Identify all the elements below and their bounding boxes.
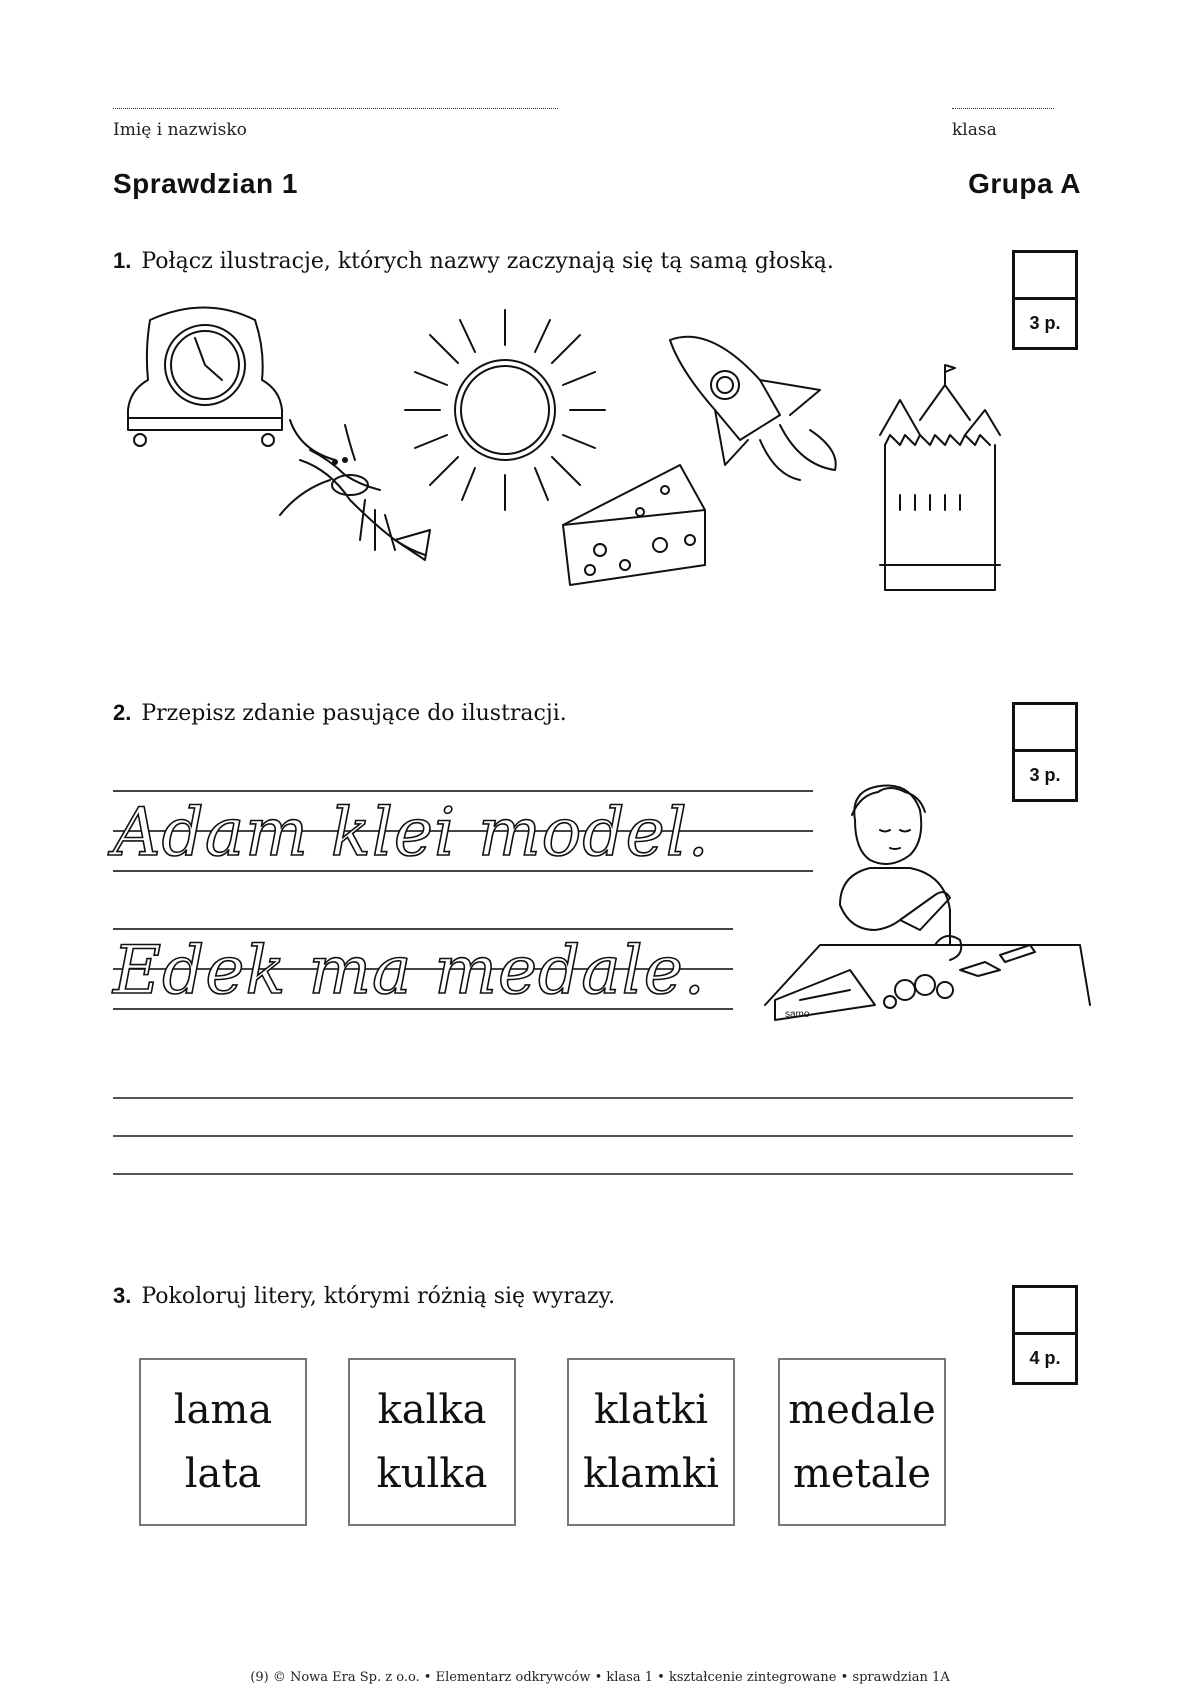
sun-icon[interactable] [405, 310, 605, 510]
writing-guide-line [113, 790, 813, 792]
task1-score-field[interactable] [1015, 253, 1075, 300]
crayfish-icon[interactable] [280, 420, 430, 560]
sentence-option-2[interactable]: Edek ma medale. [113, 932, 706, 1009]
answer-line-2[interactable] [113, 1135, 1073, 1137]
word-top[interactable]: medale [788, 1387, 936, 1433]
footer-copyright: (9) © Nowa Era Sp. z o.o. • Elementarz odkrywców • klasa 1 • kształcenie zintegrowane • sprawdzian 1A [250, 1670, 950, 1685]
word-bottom[interactable]: metale [793, 1451, 931, 1497]
group-label: Grupa A [968, 168, 1081, 199]
word-pair-box-1[interactable] [139, 1358, 307, 1526]
task3-score-field[interactable] [1015, 1288, 1075, 1335]
task1-number: 1. [113, 248, 132, 273]
model-box-label: samo [785, 1009, 810, 1020]
castle-icon[interactable] [880, 365, 1000, 590]
answer-line-3[interactable] [113, 1173, 1073, 1175]
word-bottom[interactable]: lata [184, 1451, 262, 1497]
task1-instruction [113, 248, 834, 274]
task1-text: Połącz ilustracje, których nazwy zaczynają się tą samą głoską. [141, 249, 834, 274]
task3-number: 3. [113, 1283, 132, 1308]
sentence-option-1[interactable]: Adam klei model. [113, 794, 710, 871]
rocket-icon[interactable] [670, 337, 836, 480]
task3-text: Pokoloruj litery, którymi różnią się wyrazy. [141, 1284, 616, 1309]
task2-score-field[interactable] [1015, 705, 1075, 752]
writing-guide-line [113, 928, 733, 930]
task2-text: Przepisz zdanie pasujące do ilustracji. [141, 701, 567, 726]
task2-instruction [113, 700, 567, 726]
task2-number: 2. [113, 700, 132, 725]
task1-illustrations [0, 300, 1200, 610]
word-bottom[interactable]: kulka [376, 1451, 488, 1497]
clock-icon[interactable] [128, 308, 282, 447]
word-pair-box-3[interactable] [567, 1358, 735, 1526]
class-label: klasa [952, 120, 997, 140]
word-top[interactable]: kalka [377, 1387, 487, 1433]
task3-points: 4 p. [1029, 1348, 1061, 1368]
word-bottom[interactable]: klamki [583, 1451, 719, 1497]
word-top[interactable]: klatki [594, 1387, 708, 1433]
task2-points: 3 p. [1029, 765, 1061, 785]
answer-line-1[interactable] [113, 1097, 1073, 1099]
boy-gluing-model-icon [760, 780, 1100, 1040]
cheese-icon[interactable] [563, 465, 705, 585]
name-dotted-line[interactable] [113, 108, 558, 109]
word-pair-box-2[interactable] [348, 1358, 516, 1526]
word-top[interactable]: lama [173, 1387, 273, 1433]
task3-instruction [113, 1283, 615, 1309]
name-label: Imię i nazwisko [113, 120, 247, 140]
page-title: Sprawdzian 1 [113, 168, 298, 199]
task1-points: 3 p. [1029, 313, 1061, 333]
task3-score-box [1012, 1285, 1078, 1385]
word-pair-box-4[interactable] [778, 1358, 946, 1526]
class-dotted-line[interactable] [952, 108, 1054, 109]
